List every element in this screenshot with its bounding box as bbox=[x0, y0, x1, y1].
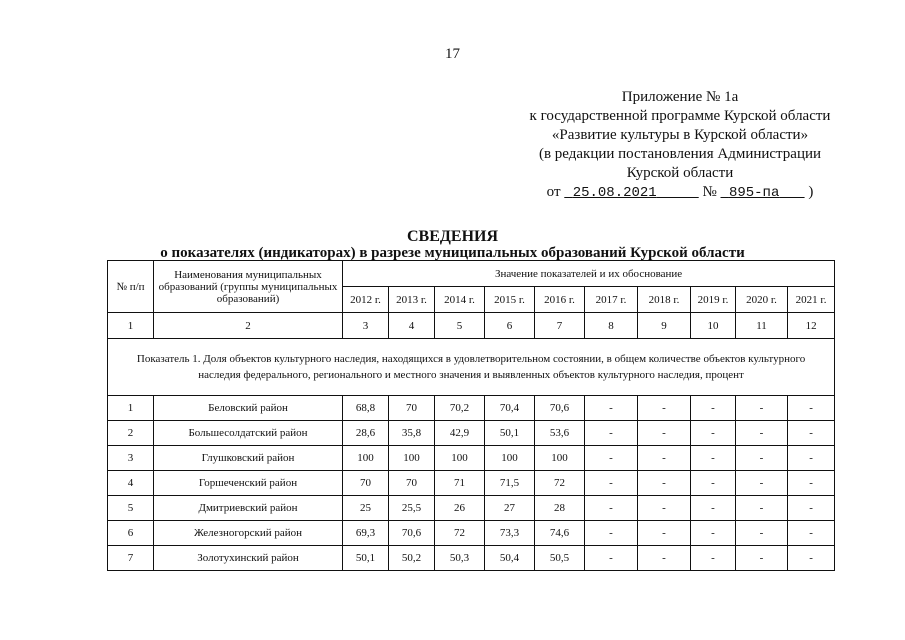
appendix-line: Курской области bbox=[626, 165, 734, 181]
value-cell: 70,4 bbox=[485, 396, 535, 421]
decree-date-line bbox=[500, 183, 860, 203]
value-cell: - bbox=[788, 521, 835, 546]
value-cell: 100 bbox=[485, 446, 535, 471]
district-name: Беловский район bbox=[154, 396, 343, 421]
data-rows bbox=[108, 396, 835, 571]
value-cell: 100 bbox=[535, 446, 585, 471]
table-row bbox=[108, 396, 835, 421]
table-row bbox=[108, 471, 835, 496]
value-cell: - bbox=[691, 396, 736, 421]
value-cell: - bbox=[638, 471, 691, 496]
value-cell: - bbox=[638, 496, 691, 521]
value-cell: - bbox=[585, 496, 638, 521]
column-number: 3 bbox=[343, 313, 389, 339]
header-row bbox=[108, 261, 835, 287]
value-cell: - bbox=[691, 471, 736, 496]
year-header: 2015 г. bbox=[485, 287, 535, 313]
district-name: Большесолдатский район bbox=[154, 421, 343, 446]
column-number: 5 bbox=[435, 313, 485, 339]
value-cell: 42,9 bbox=[435, 421, 485, 446]
col-header-no: № п/п bbox=[108, 261, 154, 313]
row-number: 6 bbox=[108, 521, 154, 546]
value-cell: 50,1 bbox=[485, 421, 535, 446]
value-cell: 70,6 bbox=[535, 396, 585, 421]
value-cell: 70 bbox=[343, 471, 389, 496]
value-cell: - bbox=[585, 421, 638, 446]
year-header: 2020 г. bbox=[736, 287, 788, 313]
value-cell: 72 bbox=[535, 471, 585, 496]
value-cell: - bbox=[788, 421, 835, 446]
value-cell: - bbox=[691, 521, 736, 546]
number-suffix: ) bbox=[808, 184, 814, 200]
value-cell: - bbox=[638, 446, 691, 471]
date-prefix: от bbox=[546, 184, 561, 200]
district-name: Глушковский район bbox=[154, 446, 343, 471]
value-cell: - bbox=[585, 471, 638, 496]
decree-date: 25.08.2021 bbox=[572, 185, 657, 201]
decree-number: 895-па bbox=[728, 185, 780, 201]
value-cell: 73,3 bbox=[485, 521, 535, 546]
document-subtitle: о показателях (индикаторах) в разрезе муниципальных образований Курской области bbox=[160, 245, 745, 261]
year-header: 2016 г. bbox=[535, 287, 585, 313]
column-number: 8 bbox=[585, 313, 638, 339]
value-cell: - bbox=[788, 396, 835, 421]
year-header: 2012 г. bbox=[343, 287, 389, 313]
indicator-description: Показатель 1. Доля объектов культурного наследия, находящихся в удовлетворительном состоянии, в общем количестве объектов культурного наследия федерального, регионального и местного значения и выявленных объектов культурного наследия, процент bbox=[108, 339, 835, 396]
col-header-values: Значение показателей и их обоснование bbox=[343, 261, 835, 287]
table-row bbox=[108, 446, 835, 471]
value-cell: - bbox=[691, 496, 736, 521]
value-cell: - bbox=[585, 546, 638, 571]
row-number: 3 bbox=[108, 446, 154, 471]
column-number: 2 bbox=[154, 313, 343, 339]
row-number: 1 bbox=[108, 396, 154, 421]
row-number: 2 bbox=[108, 421, 154, 446]
value-cell: 100 bbox=[435, 446, 485, 471]
table-row bbox=[108, 546, 835, 571]
value-cell: - bbox=[585, 521, 638, 546]
value-cell: 69,3 bbox=[343, 521, 389, 546]
row-number: 4 bbox=[108, 471, 154, 496]
value-cell: - bbox=[788, 471, 835, 496]
value-cell: 70 bbox=[389, 471, 435, 496]
indicators-table bbox=[107, 260, 835, 571]
value-cell: 25,5 bbox=[389, 496, 435, 521]
year-header: 2021 г. bbox=[788, 287, 835, 313]
value-cell: - bbox=[736, 446, 788, 471]
value-cell: - bbox=[691, 421, 736, 446]
value-cell: 72 bbox=[435, 521, 485, 546]
district-name: Дмитриевский район bbox=[154, 496, 343, 521]
value-cell: - bbox=[736, 421, 788, 446]
value-cell: 100 bbox=[343, 446, 389, 471]
value-cell: 50,3 bbox=[435, 546, 485, 571]
value-cell: - bbox=[788, 446, 835, 471]
value-cell: - bbox=[585, 396, 638, 421]
document-title: СВЕДЕНИЯ bbox=[406, 228, 499, 245]
col-header-name: Наименования муниципальных образований (группы муниципальных образований) bbox=[154, 261, 343, 313]
value-cell: 53,6 bbox=[535, 421, 585, 446]
value-cell: 70 bbox=[389, 396, 435, 421]
indicator-row bbox=[108, 339, 835, 396]
value-cell: - bbox=[585, 446, 638, 471]
value-cell: 100 bbox=[389, 446, 435, 471]
value-cell: 50,2 bbox=[389, 546, 435, 571]
table-row bbox=[108, 521, 835, 546]
value-cell: - bbox=[736, 546, 788, 571]
column-number: 12 bbox=[788, 313, 835, 339]
value-cell: - bbox=[736, 396, 788, 421]
appendix-header bbox=[500, 88, 860, 203]
value-cell: - bbox=[691, 446, 736, 471]
value-cell: 26 bbox=[435, 496, 485, 521]
district-name: Железногорский район bbox=[154, 521, 343, 546]
year-header: 2014 г. bbox=[435, 287, 485, 313]
year-header: 2017 г. bbox=[585, 287, 638, 313]
page-number: 17 bbox=[445, 46, 460, 62]
row-number: 7 bbox=[108, 546, 154, 571]
value-cell: 25 bbox=[343, 496, 389, 521]
value-cell: 74,6 bbox=[535, 521, 585, 546]
column-number: 7 bbox=[535, 313, 585, 339]
column-number: 6 bbox=[485, 313, 535, 339]
appendix-line: «Развитие культуры в Курской области» bbox=[551, 127, 809, 143]
value-cell: - bbox=[736, 471, 788, 496]
year-header: 2019 г. bbox=[691, 287, 736, 313]
value-cell: - bbox=[736, 496, 788, 521]
column-number: 9 bbox=[638, 313, 691, 339]
value-cell: - bbox=[788, 546, 835, 571]
appendix-line: к государственной программе Курской области bbox=[529, 108, 831, 124]
number-prefix: № bbox=[702, 184, 717, 200]
table-row bbox=[108, 421, 835, 446]
row-number: 5 bbox=[108, 496, 154, 521]
appendix-line: Приложение № 1а bbox=[621, 89, 739, 105]
year-header: 2013 г. bbox=[389, 287, 435, 313]
column-number-row bbox=[108, 313, 835, 339]
value-cell: - bbox=[638, 546, 691, 571]
column-number: 1 bbox=[108, 313, 154, 339]
value-cell: 70,2 bbox=[435, 396, 485, 421]
table-row bbox=[108, 496, 835, 521]
value-cell: - bbox=[788, 496, 835, 521]
value-cell: 50,1 bbox=[343, 546, 389, 571]
district-name: Горшеченский район bbox=[154, 471, 343, 496]
value-cell: 68,8 bbox=[343, 396, 389, 421]
district-name: Золотухинский район bbox=[154, 546, 343, 571]
value-cell: 27 bbox=[485, 496, 535, 521]
value-cell: - bbox=[638, 396, 691, 421]
value-cell: 71 bbox=[435, 471, 485, 496]
value-cell: 50,4 bbox=[485, 546, 535, 571]
year-header: 2018 г. bbox=[638, 287, 691, 313]
value-cell: 35,8 bbox=[389, 421, 435, 446]
value-cell: 50,5 bbox=[535, 546, 585, 571]
value-cell: - bbox=[691, 546, 736, 571]
value-cell: 70,6 bbox=[389, 521, 435, 546]
column-number: 4 bbox=[389, 313, 435, 339]
value-cell: - bbox=[638, 421, 691, 446]
value-cell: 28,6 bbox=[343, 421, 389, 446]
appendix-line: (в редакции постановления Администрации bbox=[538, 146, 822, 162]
column-number: 11 bbox=[736, 313, 788, 339]
value-cell: - bbox=[638, 521, 691, 546]
value-cell: 71,5 bbox=[485, 471, 535, 496]
value-cell: - bbox=[736, 521, 788, 546]
value-cell: 28 bbox=[535, 496, 585, 521]
column-number: 10 bbox=[691, 313, 736, 339]
